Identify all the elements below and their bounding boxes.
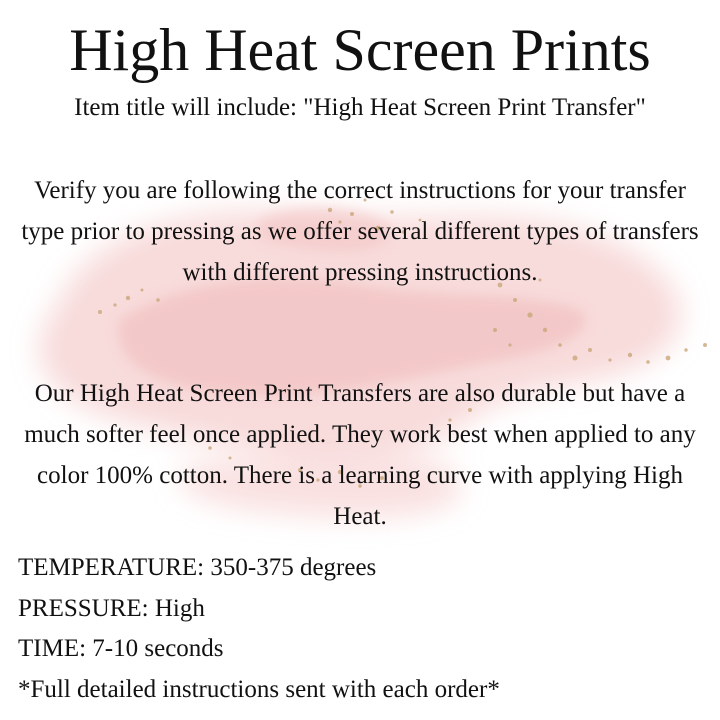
description-paragraph: Our High Heat Screen Print Transfers are also durable but have a much softer feel once applied. They work best when applied to any color 100% cotton. There is a learning curve with applying High Heat. [24,380,696,530]
item-title-note: Item title will include: "High Heat Screen Print Transfer" [74,94,646,121]
pressure-spec: PRESSURE: High [18,594,205,622]
instructions-note: *Full detailed instructions sent with each order* [18,675,500,703]
pressing-specs [18,548,708,710]
temperature-spec: TEMPERATURE: 350-375 degrees [18,554,377,581]
instruction-paragraph: Verify you are following the correct instructions for your transfer type prior to pressing as we offer several different types of transfers with different pressing instructions. [21,177,699,286]
time-spec: TIME: 7-10 seconds [18,635,224,662]
page-title: High Heat Screen Prints [69,17,651,83]
